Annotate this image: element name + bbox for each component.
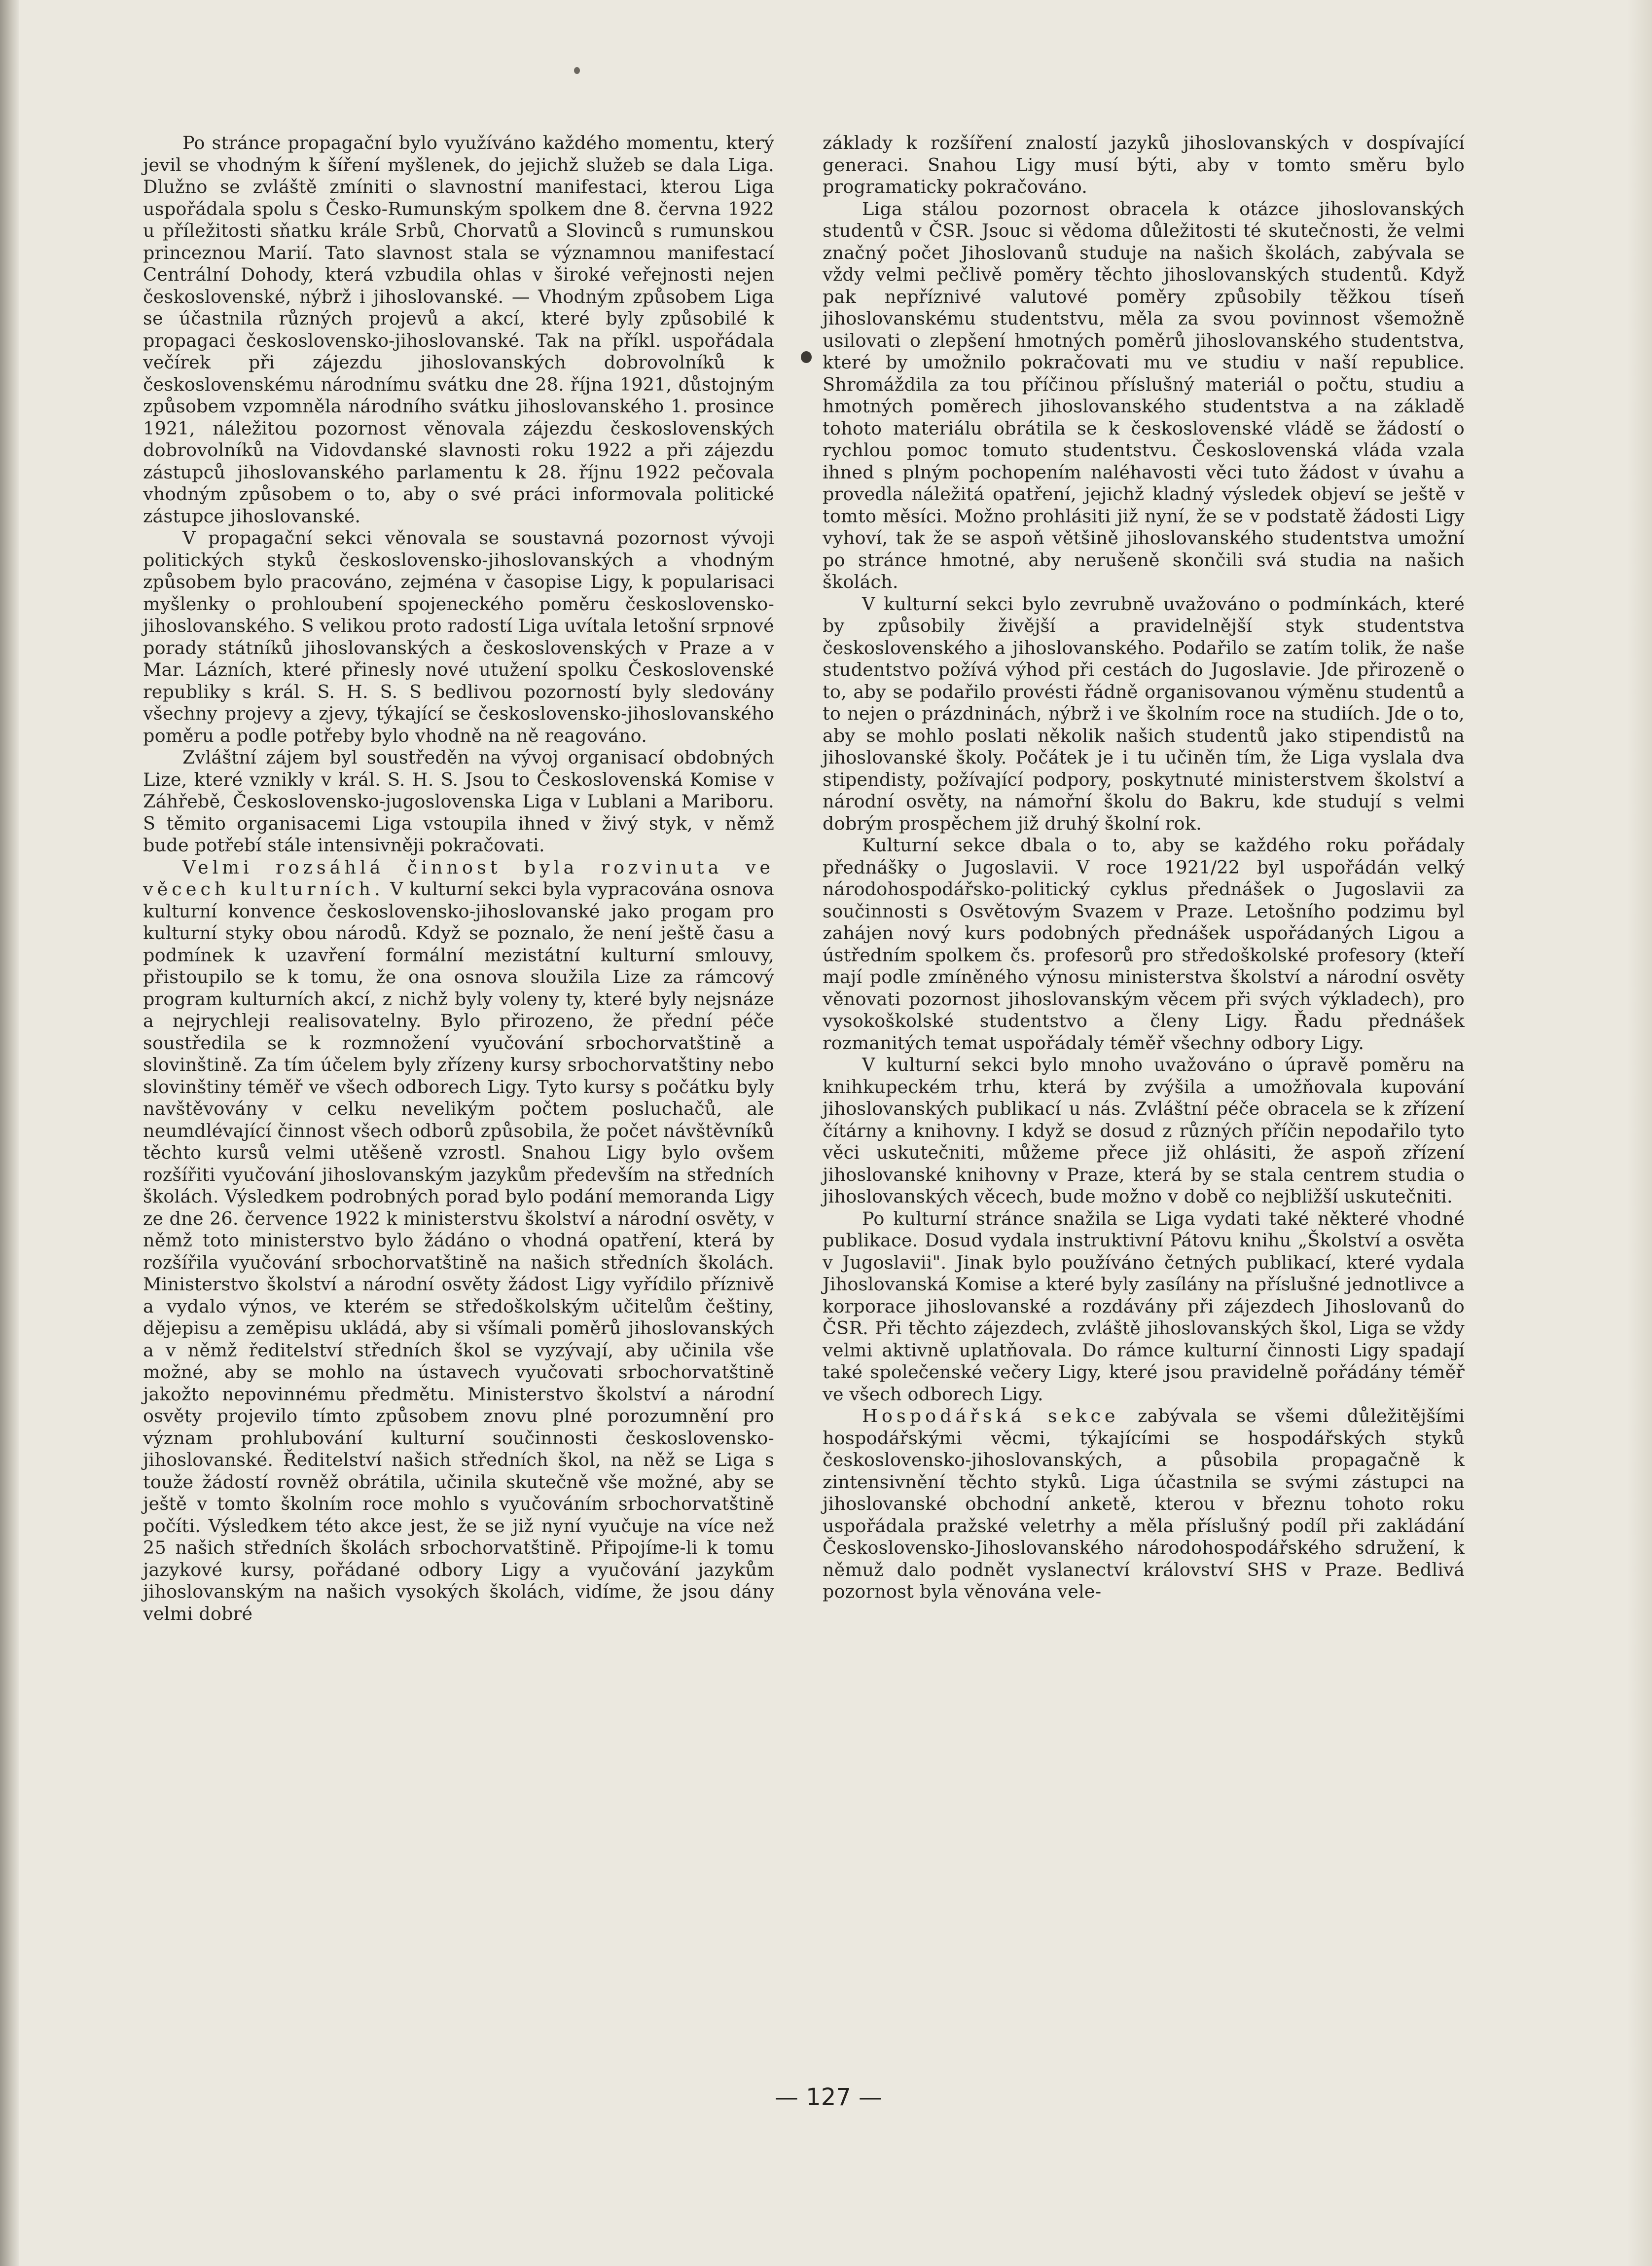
cultural-heading-spaced: Velmi rozsáhlá činnost byla rozvinuta ve věcech kulturních. (143, 856, 774, 900)
paragraph-library: V kulturní sekci bylo mnoho uvažováno o úpravě poměru na knihkupeckém trhu, která by zvýšila a umožňovala kupování jihoslovanských publikací u nás. Zvláštní péče obracela se k zřízení čítárny a knihovny. I když se dosud z různých příčin nepodařilo tyto věci uskutečniti, můžeme přece již ohlásiti, že aspoň zřízení jihoslovanské knihovny v Praze, která by se stala centrem studia o jihoslovanských věcech, bude možno v době co nejbližší uskutečniti. (823, 1054, 1465, 1207)
cultural-text: V kulturní sekci byla vypracována osnova kulturní konvence československo-jihoslovanské jako progam pro kulturní styky obou národů. Když se poznalo, že není ještě času a podmínek k uzavření formální mezistátní kulturní smlouvy, přistoupilo se k tomu, že ona osnova sloužila Lize za rámcový program kulturních akcí, z nichž byly voleny ty, které byly nejsnáze a nejrychleji realisovatelny. Bylo přirozeno, že přední péče soustředila se k rozmnožení vyučování srbochorvatštině a slovinštině. Za tím účelem byly zřízeny kursy srbochorvatštiny nebo slovinštiny téměř ve všech odborech Ligy. Tyto kursy s počátku byly navštěvovány v celku nevelikým počtem posluchačů, ale neumdlévající činnost všech odborů způsobila, že počet návštěvníků těchto kursů velmi utěšeně vzrostl. Snahou Ligy bylo ovšem rozšířiti vyučování jihoslovanským jazykům především na středních školách. Výsledkem podrobných porad bylo podání memoranda Ligy ze dne 26. července 1922 k ministerstvu školství a národní osvěty, v němž toto ministerstvo bylo žádáno o vhodná opatření, která by rozšířila vyučování srbochorvatštině na našich středních školách. Ministerstvo školství a národní osvěty žádost Ligy vyřídilo příznivě a vydalo výnos, ve kterém se středoškolským učitelům češtiny, dějepisu a zeměpisu ukládá, aby si všímali poměrů jihoslovanských a v němž ředitelství středních škol se vyzývají, aby učinila vše možné, aby se mohlo na ústavech vyučovati srbochorvatštině jakožto nepovinnému předmětu. Ministerstvo školství a národní osvěty projevilo tímto způsobem znovu plné porozumnění pro význam prohlubování kulturní součinnosti československo-jihoslovanské. Ředitelství našich středních škol, na něž se Liga s touže žádostí rovněž obrátila, učinila skutečně vše možné, aby se ještě v tomto školním roce mohlo s vyučováním srbochorvatštině počíti. Výsledkem této akce jest, že se již nyní vyučuje na více než 25 našich středních školách srbochorvatštině. Připojíme-li k tomu jazykové kursy, pořádané odbory Ligy a vyučování jazykům jihoslovanským na našich vysokých školách, vidíme, že jsou dány velmi dobré (143, 878, 774, 1624)
economic-heading-spaced: Hospodářská sekce (862, 1405, 1119, 1426)
paragraph-cultural-activity (143, 857, 774, 1625)
paragraph-propaganda: Po stránce propagační bylo využíváno každého momentu, který jevil se vhodným k šíření myšlenek, do jejichž služeb se dala Liga. Dlužno se zvláště zmíniti o slavnostní manifestaci, kterou Liga uspořádala spolu s Česko-Rumunským spolkem dne 8. června 1922 u příležitosti sňatku krále Srbů, Chorvatů a Slovinců s rumunskou princeznou Marií. Tato slavnost stala se významnou manifestací Centrální Dohody, která vzbudila ohlas v široké veřejnosti nejen československé, nýbrž i jihoslovanské. — Vhodným způsobem Liga se účastnila různých projevů a akcí, které byly způsobilé k propagaci československo-jihoslovanské. Tak na příkl. uspořádala večírek při zájezdu jihoslovanských dobrovolníků k československému národnímu svátku dne 28. října 1921, důstojným způsobem vzpomněla národního svátku jihoslovanského 1. prosince 1921, náležitou pozornost věnovala zájezdu československých dobrovolníků na Vidovdanské slavnosti roku 1922 a při zájezdu zástupců jihoslovanského parlamentu k 28. říjnu 1922 pečovala vhodným způsobem o to, aby o své práci informovala politické zástupce jihoslovanské. (143, 132, 774, 527)
page-number: — 127 — (774, 2083, 883, 2111)
page-spine-shadow (0, 0, 19, 2266)
page-mark (574, 67, 580, 74)
economic-text: zabývala se všemi důležitějšími hospodářskými věcmi, týkajícími se hospodářských styků československo-jihoslovanských, a působila propagačně k zintensivnění těchto styků. Liga účastnila se svými zástupci na jihoslovanské obchodní anketě, kterou v březnu tohoto roku uspořádala pražské veletrhy a měla příslušný podíl při zakládání Československo-Jihoslovanského národohospodářského sdružení, k němuž dalo podnět vyslanectví království SHS v Praze. Bedlivá pozornost byla věnována vele- (823, 1405, 1465, 1602)
paragraph-political-relations: V propagační sekci věnovala se soustavná pozornost vývoji politických styků československo-jihoslovanských a vhodným způsobem bylo pracováno, zejména v časopise Ligy, k popularisaci myšlenky o prohloubení spojeneckého poměru československo-jihoslovanského. S velikou proto radostí Liga uvítala letošní srpnové porady státníků jihoslovanských a československých v Praze a v Mar. Lázních, které přinesly nové utužení spolku Československé republiky s král. S. H. S. S bedlivou pozorností byly sledovány všechny projevy a zjevy, týkající se československo-jihoslovanského poměru a podle potřeby bylo vhodně na ně reagováno. (143, 527, 774, 746)
paragraph-continuation: základy k rozšíření znalostí jazyků jihoslovanských v dospívající generaci. Snahou Ligy musí býti, aby v tomto směru bylo programaticky pokračováno. (823, 132, 1465, 197)
paragraph-organisations: Zvláštní zájem byl soustředěn na vývoj organisací obdobných Lize, které vznikly v král. S. H. S. Jsou to Československá Komise v Záhřebě, Československo-jugoslovenska Liga v Lublani a Mariboru. S těmito organisacemi Liga vstoupila ihned v živý styk, v němž bude potřebí stále intensivněji pokračovati. (143, 747, 774, 856)
right-column (823, 132, 1465, 1603)
paragraph-publications: Po kulturní stránce snažila se Liga vydati také některé vhodné publikace. Dosud vydala instruktivní Pátovu knihu „Školství a osvěta v Jugoslavii". Jinak bylo používáno četných publikací, které vydala Jihoslovanská Komise a které byly zasílány na příslušné jednotlivce a korporace jihoslovanské a rozdávány při zájezdech Jihoslovanů do ČSR. Při těchto zájezdech, zvláště jihoslovanských škol, Liga se vždy velmi aktivně uplatňovala. Do rámce kulturní činnosti Ligy spadají také společenské večery Ligy, které jsou pravidelně pořádány téměř ve všech odborech Ligy. (823, 1207, 1465, 1405)
paragraph-student-exchange: V kulturní sekci bylo zevrubně uvažováno o podmínkách, které by způsobily živější a pravidelnější styk studentstva československého a jihoslovanského. Podařilo se zatím tolik, že naše studentstvo požívá výhod při cestách do Jugoslavie. Jde přirozeně o to, aby se podařilo provésti řádně organisovanou výměnu studentů a to nejen o prázdninách, nýbrž i ve školním roce na studiích. Jde o to, aby se mohlo poslati několik našich studentů jako stipendistů na jihoslovanské školy. Počátek je i tu učiněn tím, že Liga vyslala dva stipendisty, požívající podpory, poskytnuté ministerstvem školství a národní osvěty, na námořní školu do Bakru, kde studují s velmi dobrým prospěchem již druhý školní rok. (823, 593, 1465, 834)
ink-dot (801, 351, 812, 363)
paragraph-lectures: Kulturní sekce dbala o to, aby se každého roku pořádaly přednášky o Jugoslavii. V roce 1921/22 byl uspořádán velký národohospodářsko-politický cyklus přednášek o Jugoslavii za součinnosti s Osvětovým Svazem v Praze. Letošního podzimu byl zahájen nový kurs podobných přednášek uspořádaných Ligou a ústředním spolkem čs. profesorů pro středoškolské profesory (kteří mají podle zmíněného výnosu ministerstva školství a národní osvěty věnovati pozornost jihoslovanským věcem při svých výkladech), pro vysokoškolské studentstvo a členy Ligy. Řadu přednášek rozmanitých temat uspořádaly téměř všechny odbory Ligy. (823, 835, 1465, 1054)
paragraph-economic-section (823, 1405, 1465, 1603)
left-column (143, 132, 774, 1625)
paragraph-students: Liga stálou pozornost obracela k otázce jihoslovanských studentů v ČSR. Jsouc si vědoma důležitosti té skutečnosti, že velmi značný počet Jihoslovanů studuje na našich školách, zabývala se vždy velmi pečlivě poměry těchto jihoslovanských studentů. Když pak nepříznivé valutové poměry způsobily těžkou tíseň jihoslovanskému studentstvu, měla za svou povinnost všemožně usilovati o zlepšení hmotných poměrů jihoslovanského studentstva, které by umožnilo pokračovati mu ve studiu v naší republice. Shromáždila za tou příčinou příslušný materiál o počtu, studiu a hmotných poměrech jihoslovanského studentstva a na základě tohoto materiálu obrátila se k československé vládě se žádostí o rychlou pomoc tomuto studentstvu. Československá vláda vzala ihned s plným pochopením naléhavosti věci tuto žádost v úvahu a provedla náležitá opatření, jejichž kladný výsledek objeví se ještě v tomto měsíci. Možno prohlásiti již nyní, že se v podstatě žádosti Ligy vyhoví, tak že se aspoň většině jihoslovanského studentstva umožní po stránce hmotné, aby nerušeně skončili svá studia na našich školách. (823, 198, 1465, 592)
